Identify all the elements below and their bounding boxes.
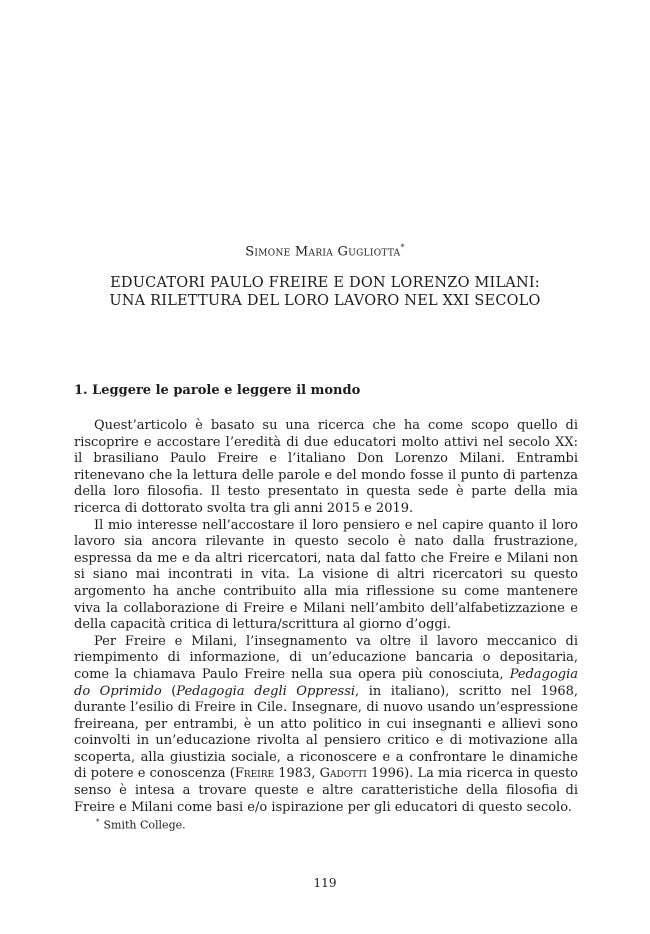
paragraph-2: Il mio interesse nell’accostare il loro pensiero e nel capire quanto il loro lavoro sia ancora rilevante in questo secolo è nato dalla frustrazione, espressa da me e da altri ricercatori, nata dal fatto che Freire e Milani non si siano mai incontrati in vita. La visione di altri ricercatori su questo argomento ha anche contribuito alla mia riflessione su come mantenere viva la collaborazione di Freire e Milani nell’ambito dell’alfabetizzazione e della capacità critica di lettura/scrittura al giorno d’oggi.	[74, 517, 578, 633]
article-title	[0, 274, 650, 310]
body-text	[74, 418, 578, 816]
page-number: 119	[313, 876, 337, 890]
paragraph-3-text-a: Per Freire e Milani, l’insegnamento va oltre il lavoro meccanico di riempimento di informazione, di un’educazione bancaria o depositaria, come la chiamava Paulo Freire nella sua opera più conosciuta,	[74, 633, 578, 682]
footnote-mark: *	[96, 818, 100, 826]
paragraph-3-text-c: , in italiano), scritto nel 1968, durante l’esilio di Freire in Cile. Insegnare, di nuovo usando un’espressione freireana, per entrambi, è un atto politico in cui insegnanti e allievi sono coinvolti in un’educazione rivolta al pensiero critico e di motivazione alla scoperta, alla giustizia sociale, a riconoscere e a confrontare le dinamiche di potere e conoscenza (	[74, 683, 579, 782]
citation-freire-year: 1983,	[274, 766, 320, 782]
citation-gadotti-year-and-rest: 1996). La mia ricerca in questo senso è intesa a trovare queste e altre caratteristiche della filosofia di Freire e Milani come basi e/o ispirazione per gli educatori di questo secolo.	[74, 766, 579, 815]
author-line	[0, 243, 650, 259]
paragraph-1: Quest’articolo è basato su una ricerca che ha come scopo quello di riscoprire e accostare l’eredità di due educatori molto attivi nel secolo XX: il brasiliano Paulo Freire e l’italiano Don Lorenzo Milani. Entrambi ritenevano che la lettura delle parole e del mondo fosse il punto di partenza della loro filosofia. Il testo presentato in questa sede è parte della mia ricerca di dottorato svolta tra gli anni 2015 e 2019.	[74, 418, 578, 516]
author-name: Simone Maria Gugliotta	[245, 244, 401, 260]
book-title-italian: Pedagogia degli Oppressi	[176, 683, 356, 699]
paragraph-3	[74, 634, 578, 817]
title-line-1: EDUCATORI PAULO FREIRE E DON LORENZO MILANI:	[110, 275, 540, 291]
author-footnote-mark: *	[400, 243, 405, 252]
title-line-2: UNA RILETTURA DEL LORO LAVORO NEL XXI SECOLO	[109, 293, 541, 309]
section-heading: 1. Leggere le parole e leggere il mondo	[74, 383, 361, 398]
paragraph-3-text-b: (	[161, 683, 177, 699]
footnote-text: Smith College.	[103, 818, 186, 832]
citation-freire: Freire	[234, 766, 275, 782]
footnote	[96, 818, 186, 832]
book-title: Pedagogia do Oprimido	[74, 666, 578, 699]
citation-gadotti: Gadotti	[319, 766, 367, 782]
